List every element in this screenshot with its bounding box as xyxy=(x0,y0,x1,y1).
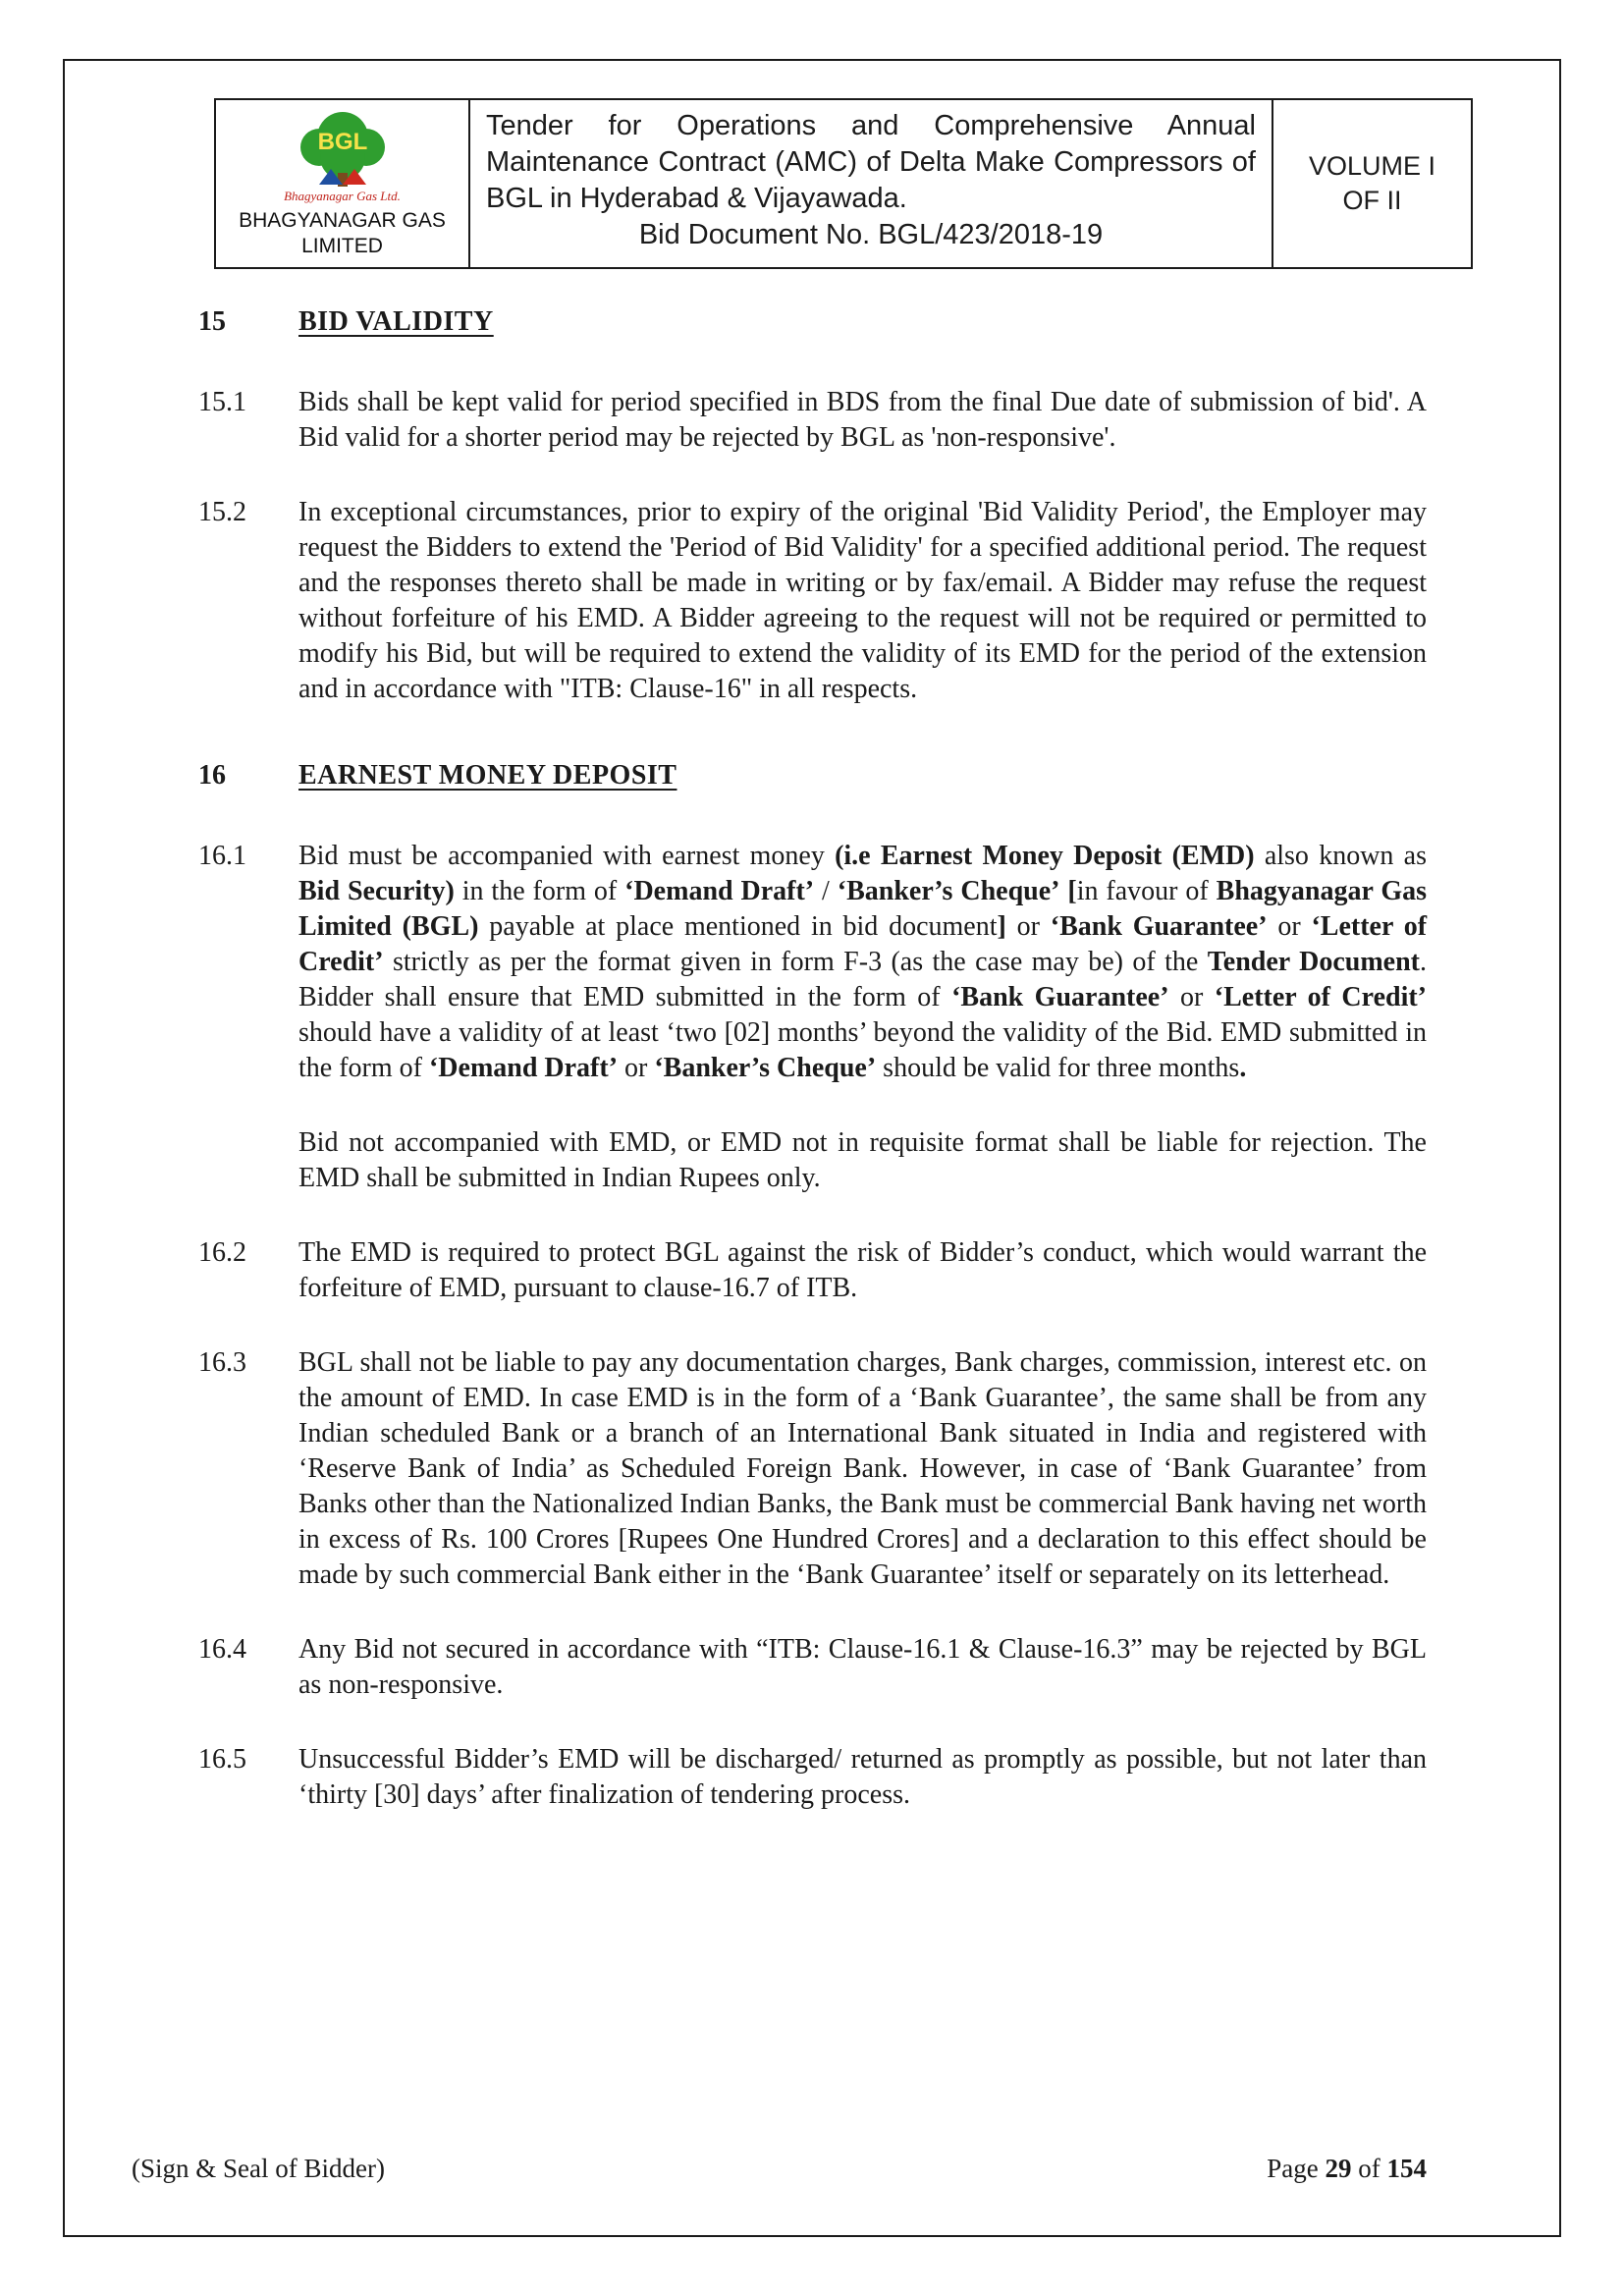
org-name-line1: BHAGYANAGAR GAS xyxy=(239,209,446,232)
page-border xyxy=(63,59,1561,2237)
clause-16-4 xyxy=(198,1632,1427,1703)
clause-16-1 xyxy=(198,839,1427,1086)
clause-16-1-continuation-text: Bid not accompanied with EMD, or EMD not in requisite format shall be liable for rejection. The EMD shall be submitted in Indian Rupees only. xyxy=(298,1127,1427,1193)
volume-line2: OF II xyxy=(1342,186,1402,215)
clause-15-1 xyxy=(198,385,1427,456)
clause-16-1-number: 16.1 xyxy=(198,841,246,871)
clause-16-1-text: Bid must be accompanied with earnest money (i.e Earnest Money Deposit (EMD) also known as Bid Security) in the form of ‘Demand Draft’ / ‘Banker’s Cheque’ [in favour of Bhagyanagar Gas Limited (BGL) payable at place mentioned in bid document] or ‘Bank Guarantee’ or ‘Letter of Credit’ strictly as per the format given in form F-3 (as the case may be) of the Tender Document. Bidder shall ensure that EMD submitted in the form of ‘Bank Guarantee’ or ‘Letter of Credit’ should have a validity of at least ‘two [02] months’ beyond the validity of the Bid. EMD submitted in the form of ‘Demand Draft’ or ‘Banker’s Cheque’ should be valid for three months. xyxy=(298,841,1428,1083)
clause-15-1-text: Bids shall be kept valid for period specified in BDS from the final Due date of submission of bid'. A Bid valid for a shorter period may be rejected by BGL as 'non-responsive'. xyxy=(298,387,1427,453)
clause-15-1-number: 15.1 xyxy=(198,387,246,417)
clause-16-2-number: 16.2 xyxy=(198,1237,246,1268)
clause-16-1-continuation xyxy=(298,1125,1427,1196)
clause-16-3 xyxy=(198,1345,1427,1593)
clause-15-2 xyxy=(198,495,1427,707)
org-name-line2: LIMITED xyxy=(301,235,383,257)
section-16 xyxy=(198,758,1427,793)
page-footer xyxy=(65,2154,1559,2184)
section-16-title: EARNEST MONEY DEPOSIT xyxy=(298,760,677,791)
section-15 xyxy=(198,304,1427,340)
sign-seal-label: (Sign & Seal of Bidder) xyxy=(132,2154,385,2183)
logo-cell xyxy=(216,100,468,267)
clause-15-2-text: In exceptional circumstances, prior to expiry of the original 'Bid Validity Period', the Employer may request the Bidders to extend the 'Period of Bid Validity' for a specified additional period. The request and the responses thereto shall be made in writing or by fax/email. A Bidder may refuse the request without forfeiture of his EMD. A Bidder agreeing to the request will not be required or permitted to modify his Bid, but will be required to extend the validity of its EMD for the period of the extension and in accordance with "ITB: Clause-16" in all respects. xyxy=(298,497,1427,704)
clause-15-2-number: 15.2 xyxy=(198,497,246,527)
page-number: Page 29 of 154 xyxy=(1267,2154,1427,2183)
clause-16-5 xyxy=(198,1742,1427,1813)
clause-16-3-text: BGL shall not be liable to pay any documentation charges, Bank charges, commission, interest etc. on the amount of EMD. In case EMD is in the form of a ‘Bank Guarantee’, the same shall be from any Indian scheduled Bank or a branch of an International Bank situated in India and registered with ‘Reserve Bank of India’ as Scheduled Foreign Bank. However, in case of ‘Bank Guarantee’ from Banks other than the Nationalized Indian Banks, the Bank must be commercial Bank having net worth in excess of Rs. 100 Crores [Rupees One Hundred Crores] and a declaration to this effect should be made by such commercial Bank either in the ‘Bank Guarantee’ itself or separately on its letterhead. xyxy=(298,1347,1427,1590)
logo-caption: Bhagyanagar Gas Ltd. xyxy=(284,189,401,203)
clause-16-4-number: 16.4 xyxy=(198,1634,246,1665)
clause-16-5-text: Unsuccessful Bidder’s EMD will be discharged/ returned as promptly as possible, but not later than ‘thirty [30] days’ after finalization of tendering process. xyxy=(298,1744,1427,1810)
volume-line1: VOLUME I xyxy=(1308,151,1436,181)
tender-title-cell xyxy=(468,100,1272,267)
section-15-number: 15 xyxy=(198,306,226,337)
volume-cell xyxy=(1272,100,1471,267)
section-16-number: 16 xyxy=(198,760,226,791)
logo-monogram: BGL xyxy=(317,129,367,155)
clause-16-5-number: 16.5 xyxy=(198,1744,246,1775)
clause-16-4-text: Any Bid not secured in accordance with “ITB: Clause-16.1 & Clause-16.3” may be rejected by BGL as non-responsive. xyxy=(298,1634,1427,1700)
bid-document-number: Bid Document No. BGL/423/2018-19 xyxy=(638,219,1104,250)
clause-16-3-number: 16.3 xyxy=(198,1347,246,1378)
tender-title: Tender for Operations and Comprehensive Annual Maintenance Contract (AMC) of Delta Make Compressors of BGL in Hyderabad & Vijayawada. xyxy=(486,110,1256,214)
header-table xyxy=(214,98,1473,269)
org-name xyxy=(239,208,446,259)
document-body xyxy=(65,269,1559,1813)
bgl-logo-icon xyxy=(292,108,394,191)
clause-16-2 xyxy=(198,1235,1427,1306)
section-15-title: BID VALIDITY xyxy=(298,306,494,337)
clause-16-2-text: The EMD is required to protect BGL against the risk of Bidder’s conduct, which would warrant the forfeiture of EMD, pursuant to clause-16.7 of ITB. xyxy=(298,1237,1427,1303)
